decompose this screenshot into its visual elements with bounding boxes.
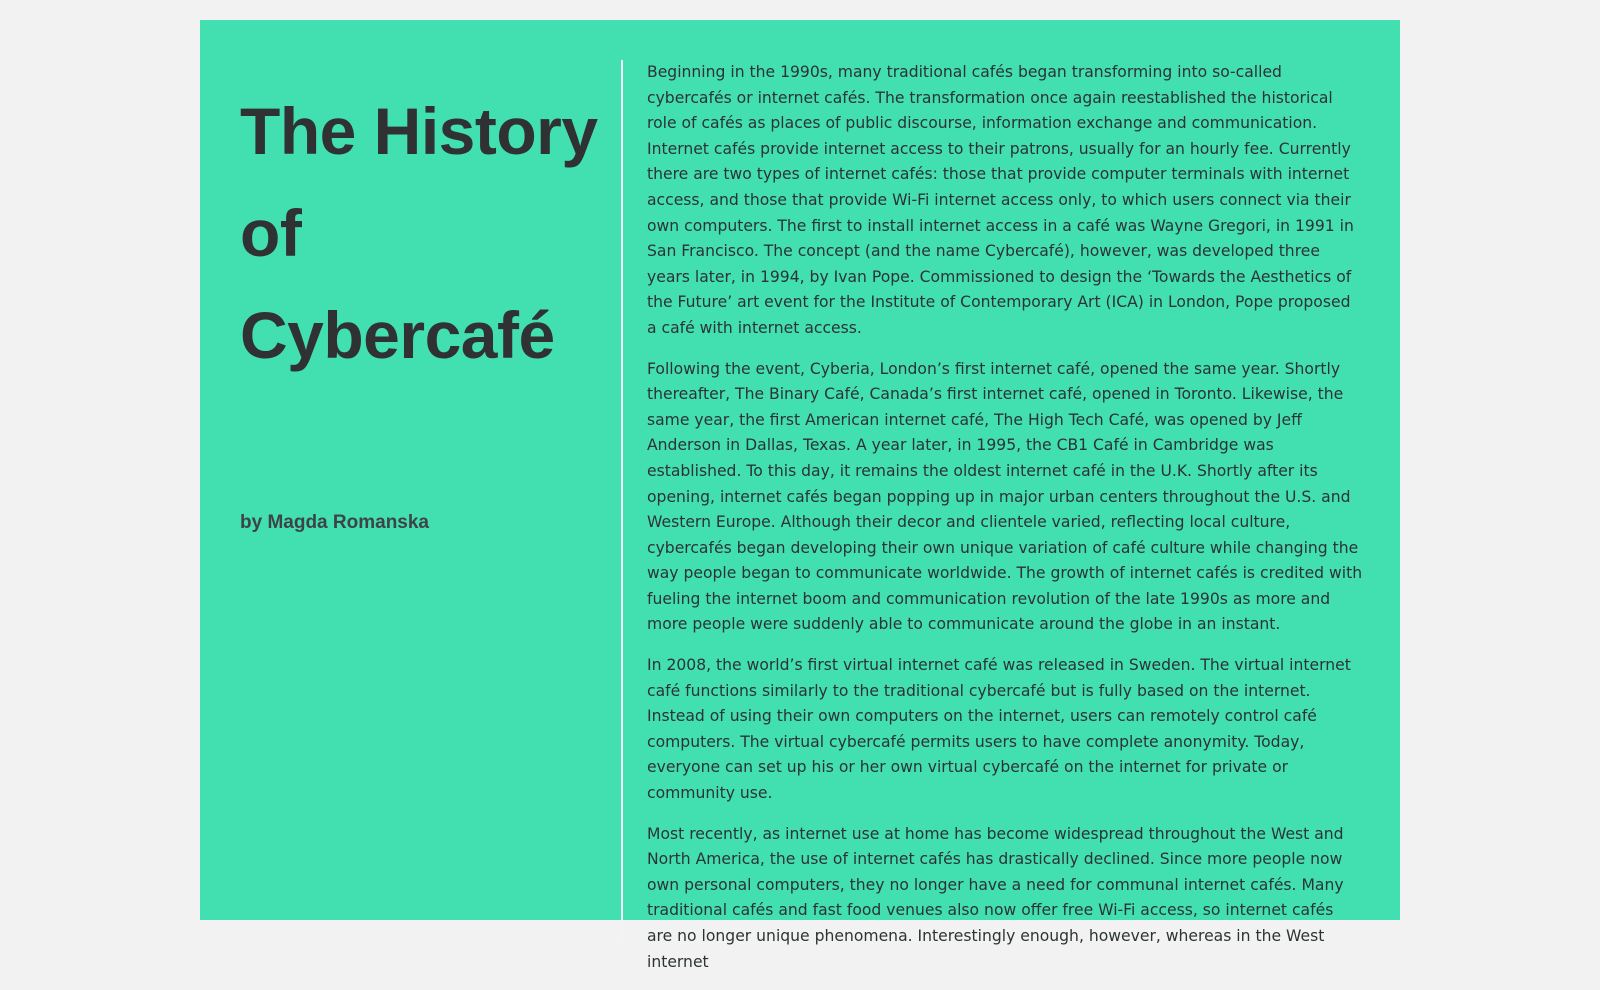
article-page (200, 20, 1400, 971)
body-paragraph-4: Most recently, as internet use at home has become widespread throughout the West and North America, the use of internet cafés has drastically declined. Since more people now own personal computers, they no longer have a need for communal internet cafés. Many traditional cafés and fast food venues also now offer free Wi-Fi access, so internet cafés are no longer unique phenomena. Interestingly enough, however, whereas in the West internet (647, 824, 1344, 971)
article-title (240, 80, 620, 386)
article-body (647, 60, 1363, 990)
title-line-2: of (240, 196, 302, 270)
title-line-1: The History (240, 94, 598, 168)
title-column (240, 80, 620, 386)
column-divider (621, 60, 623, 940)
body-paragraph-2: Following the event, Cyberia, London’s first internet café, opened the same year. Shortly thereafter, The Binary Café, Canada’s first internet café, opened in Toronto. Likewise, the same year, the first American internet café, The High Tech Café, was opened by Jeff Anderson in Dallas, Texas. A year later, in 1995, the CB1 Café in Cambridge was established. To this day, it remains the oldest internet café in the U.K. Shortly after its opening, internet cafés began popping up in major urban centers throughout the U.S. and Western Europe. Although their decor and clientele varied, reflecting local culture, cybercafés began developing their own unique variation of café culture while changing the way people began to communicate worldwide. The growth of internet cafés is credited with fueling the internet boom and communication revolution of the late 1990s as more and more people were suddenly able to communicate around the globe in an instant. (647, 359, 1363, 634)
body-paragraph-1: Beginning in the 1990s, many traditional cafés began transforming into so-called cybercafés or internet cafés. The transformation once again reestablished the historical role of cafés as places of public discourse, information exchange and communication. Internet cafés provide internet access to their patrons, usually for an hourly fee. Currently there are two types of internet cafés: those that provide computer terminals with internet access, and those that provide Wi-Fi internet access only, to which users connect via their own computers. The first to install internet access in a café was Wayne Gregori, in 1991 in San Francisco. The concept (and the name Cybercafé), however, was developed three years later, in 1994, by Ivan Pope. Commissioned to design the ‘Towards the Aesthetics of the Future’ art event for the Institute of Contemporary Art (ICA) in London, Pope proposed a café with internet access. (647, 63, 1354, 337)
title-line-3: Cybercafé (240, 298, 555, 372)
body-paragraph-3: In 2008, the world’s first virtual internet café was released in Sweden. The virtual internet café functions similarly to the traditional cybercafé but is fully based on the internet. Instead of using their own computers on the internet, users can remotely control café computers. The virtual cybercafé permits users to have complete anonymity. Today, everyone can set up his or her own virtual cybercafé on the internet for private or community use. (647, 656, 1351, 803)
article-author: by Magda Romanska (240, 512, 429, 533)
